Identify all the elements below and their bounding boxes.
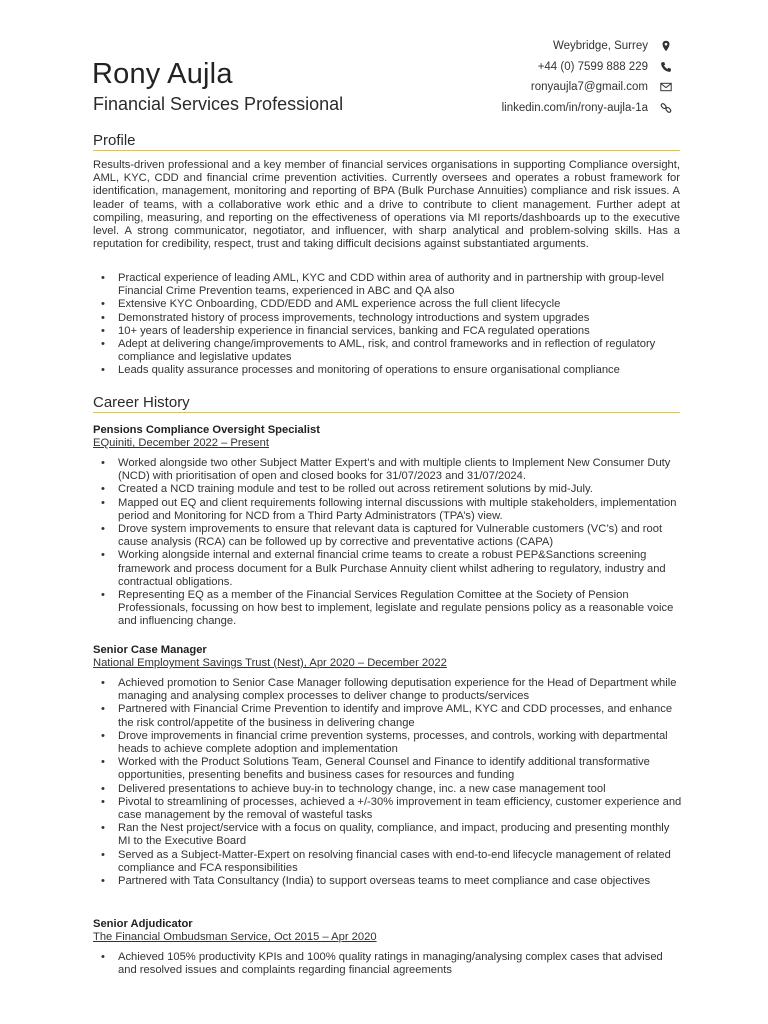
list-item: • Pivotal to streamlining of processes, achieved a +/-30% improvement in team efficiency, customer experience and case management by the removal of wasteful tasks bbox=[93, 796, 683, 822]
list-item: • Achieved promotion to Senior Case Manager following deputisation experience for the Head of Department while managing and analysing complex processes to deliver change to products/services bbox=[93, 677, 683, 703]
contact-block bbox=[372, 36, 672, 118]
list-item: • Worked alongside two other Subject Matter Expert’s and with multiple clients to Implement New Consumer Duty (NCD) with prioritisation of open and closed books for 31/07/2023 and 31/07/2024. bbox=[93, 457, 683, 483]
list-item: • Achieved 105% productivity KPIs and 100% quality ratings in managing/analysing complex cases that advised and resolved issues and complaints regarding financial agreements bbox=[93, 951, 683, 977]
contact-phone bbox=[372, 57, 672, 78]
list-item: • Served as a Subject-Matter-Expert on resolving financial cases with end-to-end lifecycle management of related compliance and FCA responsibilities bbox=[93, 849, 683, 875]
list-item: • Representing EQ as a member of the Financial Services Regulation Comittee at the Society of Pension Professionals, focussing on how best to implement, legislate and regulate pensions policy as a reasonable voice and influencing change. bbox=[93, 589, 683, 629]
job-title: Senior Adjudicator bbox=[93, 918, 193, 930]
job-bullets bbox=[93, 457, 683, 629]
contact-location-text: Weybridge, Surrey bbox=[552, 40, 648, 53]
location-pin-icon bbox=[660, 40, 672, 52]
contact-linkedin bbox=[372, 98, 672, 119]
profile-summary: Results-driven professional and a key member of financial services organisations in supporting Compliance oversight, AML, KYC, CDD and financial crime prevention activities. Currently oversees and operates a robust framework for identification, management, monitoring and reporting of BPA (Bulk Purchase Annuities) compliance and risk issues. A leader of teams, with a collaborative work ethic and a drive to contribute to client management. Further adept at compiling, measuring, and reporting on the effectiveness of operations via MI reports/dashboards up to the executive level. A strong communicator, negotiator, and influencer, with sharp analytical and problem-solving skills. Has a reputation for credibility, respect, trust and taking difficult decisions against substantiated arguments. bbox=[93, 159, 680, 251]
list-item: • Mapped out EQ and client requirements following internal discussions with multiple stakeholders, implementation period and Monitoring for NCD from a Third Party Administrators (TPA’s) view. bbox=[93, 497, 683, 523]
list-item: • Worked with the Product Solutions Team, General Counsel and Finance to identify additional transformative opportunities, presenting benefits and business cases for resources and funding bbox=[93, 756, 683, 782]
list-item: • Partnered with Tata Consultancy (India) to support overseas teams to meet compliance and case objectives bbox=[93, 875, 683, 888]
phone-icon bbox=[660, 61, 672, 73]
link-icon bbox=[660, 102, 672, 114]
list-item: • Partnered with Financial Crime Prevention to identify and improve AML, KYC and CDD processes, and enhance the risk control/appetite of the business in delivering change bbox=[93, 703, 683, 729]
contact-linkedin-text[interactable]: linkedin.com/in/rony-aujla-1a bbox=[501, 101, 648, 114]
job-organisation: National Employment Savings Trust (Nest), Apr 2020 – December 2022 bbox=[93, 657, 447, 669]
list-item: • Leads quality assurance processes and monitoring of operations to ensure organisational compliance bbox=[93, 364, 683, 377]
job-title: Senior Case Manager bbox=[93, 644, 207, 656]
envelope-icon bbox=[660, 81, 672, 93]
list-item: • Working alongside internal and external financial crime teams to create a robust PEP&Sanctions screening framework and process document for a Bulk Purchase Annuity client whilst adhering to regulatory, industry and contractual obligations. bbox=[93, 549, 683, 589]
profile-heading: Profile bbox=[93, 132, 680, 151]
list-item: • Demonstrated history of process improvements, technology introductions and system upgrades bbox=[93, 312, 683, 325]
contact-email-text[interactable]: ronyaujla7@gmail.com bbox=[530, 81, 648, 94]
contact-location bbox=[372, 36, 672, 57]
list-item: • Practical experience of leading AML, KYC and CDD within area of authority and in partnership with group-level Financial Crime Prevention teams, experienced in ABC and QA also bbox=[93, 272, 683, 298]
list-item: • Drove system improvements to ensure that relevant data is captured for Vulnerable customers (VC’s) and root cause analysis (RCA) can be followed up by corrective and preventative actions (CAPA) bbox=[93, 523, 683, 549]
job-bullets bbox=[93, 677, 683, 888]
list-item: • Ran the Nest project/service with a focus on quality, compliance, and impact, producing and presenting monthly MI to the Executive Board bbox=[93, 822, 683, 848]
job-organisation: The Financial Ombudsman Service, Oct 2015 – Apr 2020 bbox=[93, 931, 377, 943]
contact-email bbox=[372, 77, 672, 98]
profile-bullets bbox=[93, 272, 683, 378]
list-item: • Adept at delivering change/improvements to AML, risk, and control frameworks and in reflection of regulatory compliance and legislative updates bbox=[93, 338, 683, 364]
list-item: • Delivered presentations to achieve buy-in to technology change, inc. a new case management tool bbox=[93, 783, 683, 796]
candidate-name: Rony Aujla bbox=[92, 58, 233, 90]
candidate-title: Financial Services Professional bbox=[93, 94, 344, 114]
list-item: • Extensive KYC Onboarding, CDD/EDD and AML experience across the full client lifecycle bbox=[93, 298, 683, 311]
job-bullets bbox=[93, 951, 683, 977]
job-title: Pensions Compliance Oversight Specialist bbox=[93, 424, 320, 436]
career-heading: Career History bbox=[93, 394, 680, 413]
list-item: • Drove improvements in financial crime prevention systems, processes, and controls, working with departmental heads to achieve complete adoption and implementation bbox=[93, 730, 683, 756]
list-item: • 10+ years of leadership experience in financial services, banking and FCA regulated operations bbox=[93, 325, 683, 338]
list-item: • Created a NCD training module and test to be rolled out across retirement solutions by mid-July. bbox=[93, 483, 683, 496]
contact-phone-text[interactable]: +44 (0) 7599 888 229 bbox=[537, 60, 648, 73]
job-organisation: EQuiniti, December 2022 – Present bbox=[93, 437, 269, 449]
